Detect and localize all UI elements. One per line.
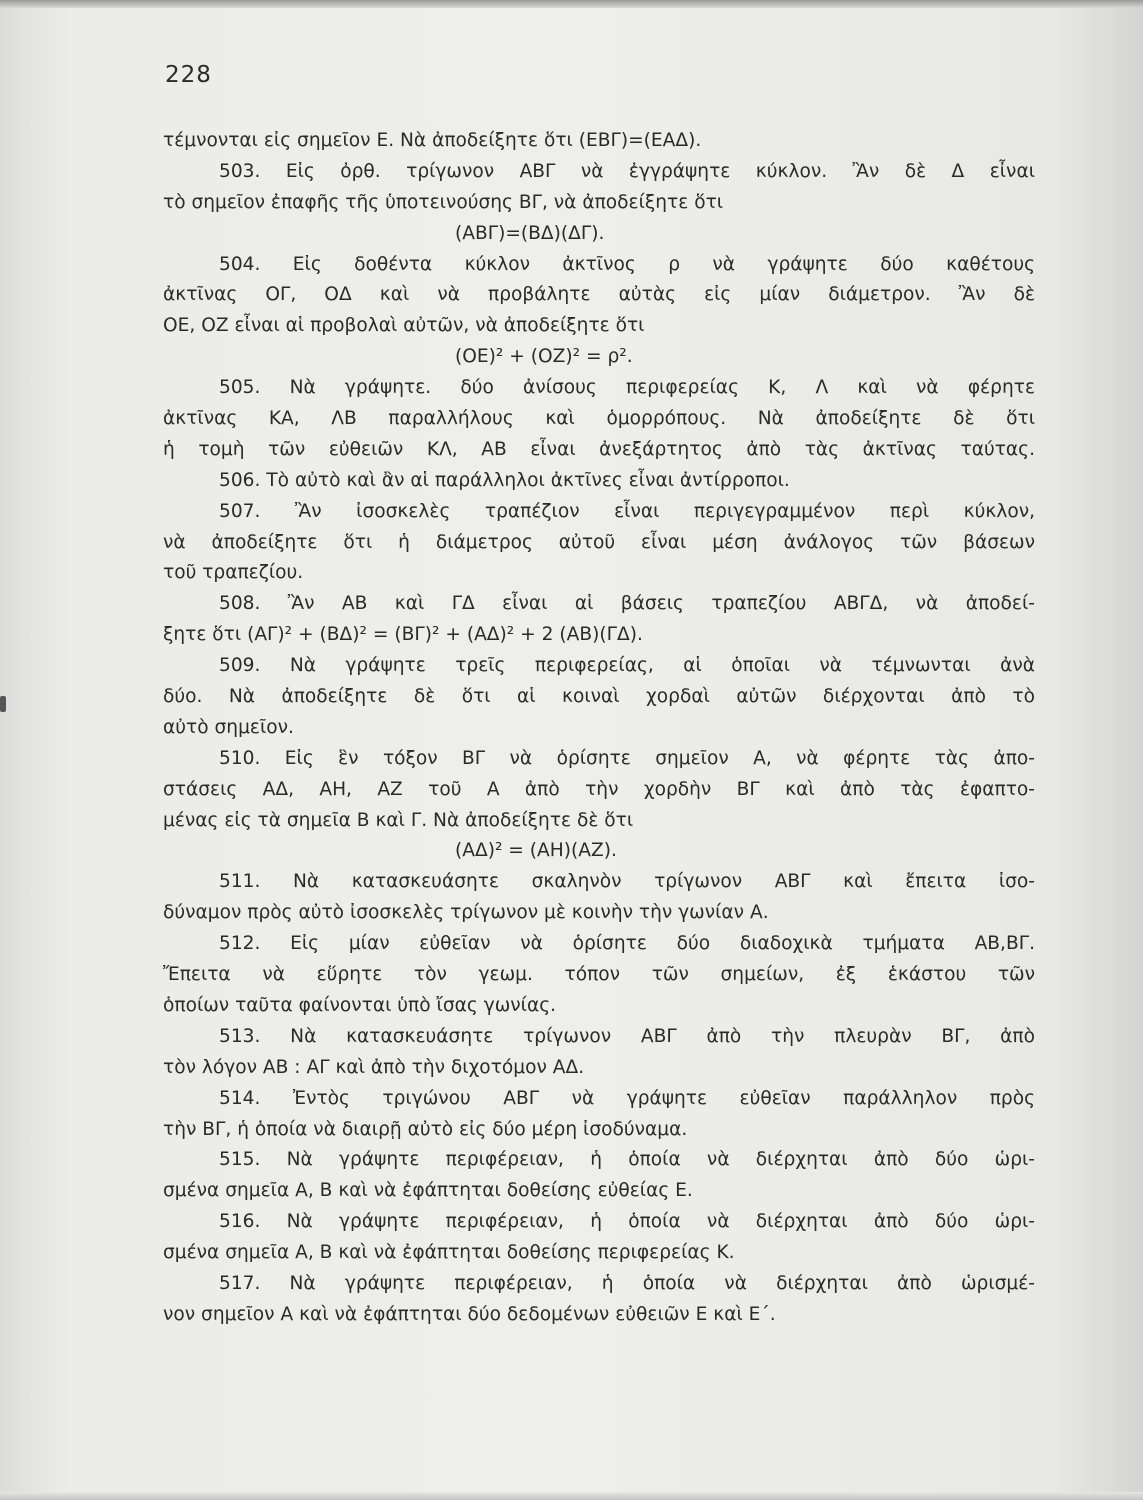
text-line: σμένα σημεῖα Α, Β καὶ νὰ ἐφάπτηται δοθείσης εὐθείας Ε. (163, 1180, 693, 1202)
text-line: 507. Ἂν ἰσοσκελὲς τραπέζιον εἶναι περιγεγραμμένον περὶ κύκλον, (219, 500, 1035, 522)
page-bottom-edge (0, 1492, 1143, 1500)
text-line: ξητε ὅτι (ΑΓ)² + (ΒΔ)² = (ΒΓ)² + (ΑΔ)² + 2 (ΑΒ)(ΓΔ). (163, 624, 643, 646)
text-line: 509. Νὰ γράψητε τρεῖς περιφερείας, αἱ ὁποῖαι νὰ τέμνωνται ἀνὰ (219, 655, 1035, 677)
text-line: νον σημεῖον Α καὶ νὰ ἐφάπτηται δύο δεδομένων εὐθειῶν Ε καὶ Ε΄. (163, 1303, 776, 1325)
text-line: τοῦ τραπεζίου. (163, 562, 304, 584)
text-line: 514. Ἐντὸς τριγώνου ΑΒΓ νὰ γράψητε εὐθεῖαν παράλληλον πρὸς (219, 1087, 1035, 1109)
text-line: 516. Νὰ γράψητε περιφέρειαν, ἡ ὁποία νὰ διέρχηται ἀπὸ δύο ὡρι- (219, 1211, 1035, 1233)
text-line: 515. Νὰ γράψητε περιφέρειαν, ἡ ὁποία νὰ διέρχηται ἀπὸ δύο ὡρι- (219, 1149, 1035, 1171)
text-line: (ΑΔ)² = (ΑΗ)(ΑΖ). (455, 840, 617, 862)
text-line: 513. Νὰ κατασκευάσητε τρίγωνον ΑΒΓ ἀπὸ τὴν πλευρὰν ΒΓ, ἀπὸ (219, 1025, 1035, 1047)
binding-mark (0, 696, 6, 712)
page-top-edge (0, 0, 1143, 8)
text-line: ἀκτῖνας ΚΑ, ΛΒ παραλλήλους καὶ ὁμορρόπους. Νὰ ἀποδείξητε δὲ ὅτι (163, 408, 1035, 430)
text-line: 517. Νὰ γράψητε περιφέρειαν, ἡ ὁποία νὰ διέρχηται ἀπὸ ὡρισμέ- (219, 1272, 1035, 1294)
text-line: τέμνονται εἰς σημεῖον Ε. Νὰ ἀποδείξητε ὅτι (ΕΒΓ)=(ΕΑΔ). (163, 130, 702, 151)
page-number: 228 (165, 62, 212, 88)
text-line: 506. Τὸ αὐτὸ καὶ ἂν αἱ παράλληλοι ἀκτῖνες εἶναι ἀντίρροποι. (219, 469, 790, 491)
text-line: δύο. Νὰ ἀποδείξητε δὲ ὅτι αἱ κοιναὶ χορδαὶ αὐτῶν διέρχονται ἀπὸ τὸ (163, 686, 1035, 708)
text-line: τὴν ΒΓ, ἡ ὁποία νὰ διαιρῇ αὐτὸ εἰς δύο μέρη ἰσοδύναμα. (163, 1118, 688, 1140)
text-line: (ΟΕ)² + (ΟΖ)² = ρ². (455, 346, 633, 368)
text-line: 511. Νὰ κατασκευάσητε σκαληνὸν τρίγωνον ΑΒΓ καὶ ἔπειτα ἰσο- (219, 871, 1035, 893)
text-line: 504. Εἰς δοθέντα κύκλον ἀκτῖνος ρ νὰ γράψητε δύο καθέτους (219, 253, 1035, 275)
text-line: τὸν λόγον ΑΒ : ΑΓ καὶ ἀπὸ τὴν διχοτόμον ΑΔ. (163, 1056, 585, 1078)
text-line: 512. Εἰς μίαν εὐθεῖαν νὰ ὁρίσητε δύο διαδοχικὰ τμήματα ΑΒ,ΒΓ. (219, 933, 1035, 955)
text-line: μένας εἰς τὰ σημεῖα Β καὶ Γ. Νὰ ἀποδείξητε δὲ ὅτι (163, 809, 634, 831)
text-line: (ΑΒΓ)=(ΒΔ)(ΔΓ). (455, 222, 605, 244)
text-line: νὰ ἀποδείξητε ὅτι ἡ διάμετρος αὐτοῦ εἶναι μέση ἀνάλογος τῶν βάσεων (163, 531, 1035, 553)
exercise-text-block (163, 126, 1035, 1331)
text-line: ἡ τομὴ τῶν εὐθειῶν ΚΛ, ΑΒ εἶναι ἀνεξάρτητος ἀπὸ τὰς ἀκτῖνας ταύτας. (163, 438, 1035, 460)
text-line: ὁποίων ταῦτα φαίνονται ὑπὸ ἴσας γωνίας. (163, 994, 557, 1016)
text-line: αὐτὸ σημεῖον. (163, 716, 294, 738)
text-line: ἀκτῖνας ΟΓ, ΟΔ καὶ νὰ προβάλητε αὐτὰς εἰς μίαν διάμετρον. Ἂν δὲ (163, 284, 1035, 306)
text-line: 508. Ἂν ΑΒ καὶ ΓΔ εἶναι αἱ βάσεις τραπεζίου ΑΒΓΔ, νὰ ἀποδεί- (219, 593, 1035, 615)
text-line: 503. Εἰς ὀρθ. τρίγωνον ΑΒΓ νὰ ἐγγράψητε κύκλον. Ἂν δὲ Δ εἶναι (219, 160, 1035, 182)
text-line: Ἔπειτα νὰ εὕρητε τὸν γεωμ. τόπον τῶν σημείων, ἐξ ἑκάστου τῶν (163, 964, 1035, 986)
text-line: τὸ σημεῖον ἐπαφῆς τῆς ὑποτεινούσης ΒΓ, νὰ ἀποδείξητε ὅτι (163, 191, 724, 213)
text-line: ΟΕ, ΟΖ εἶναι αἱ προβολαὶ αὐτῶν, νὰ ἀποδείξητε ὅτι (163, 315, 645, 337)
text-line: στάσεις ΑΔ, ΑΗ, ΑΖ τοῦ Α ἀπὸ τὴν χορδὴν ΒΓ καὶ ἀπὸ τὰς ἐφαπτο- (163, 778, 1035, 800)
text-line: σμένα σημεῖα Α, Β καὶ νὰ ἐφάπτηται δοθείσης περιφερείας Κ. (163, 1242, 735, 1264)
text-line: δύναμον πρὸς αὐτὸ ἰσοσκελὲς τρίγωνον μὲ κοινὴν τὴν γωνίαν Α. (163, 902, 769, 924)
text-line: 505. Νὰ γράψητε. δύο ἀνίσους περιφερείας Κ, Λ καὶ νὰ φέρητε (219, 377, 1035, 399)
text-line: 510. Εἰς ἓν τόξον ΒΓ νὰ ὁρίσητε σημεῖον Α, νὰ φέρητε τὰς ἀπο- (219, 747, 1035, 769)
